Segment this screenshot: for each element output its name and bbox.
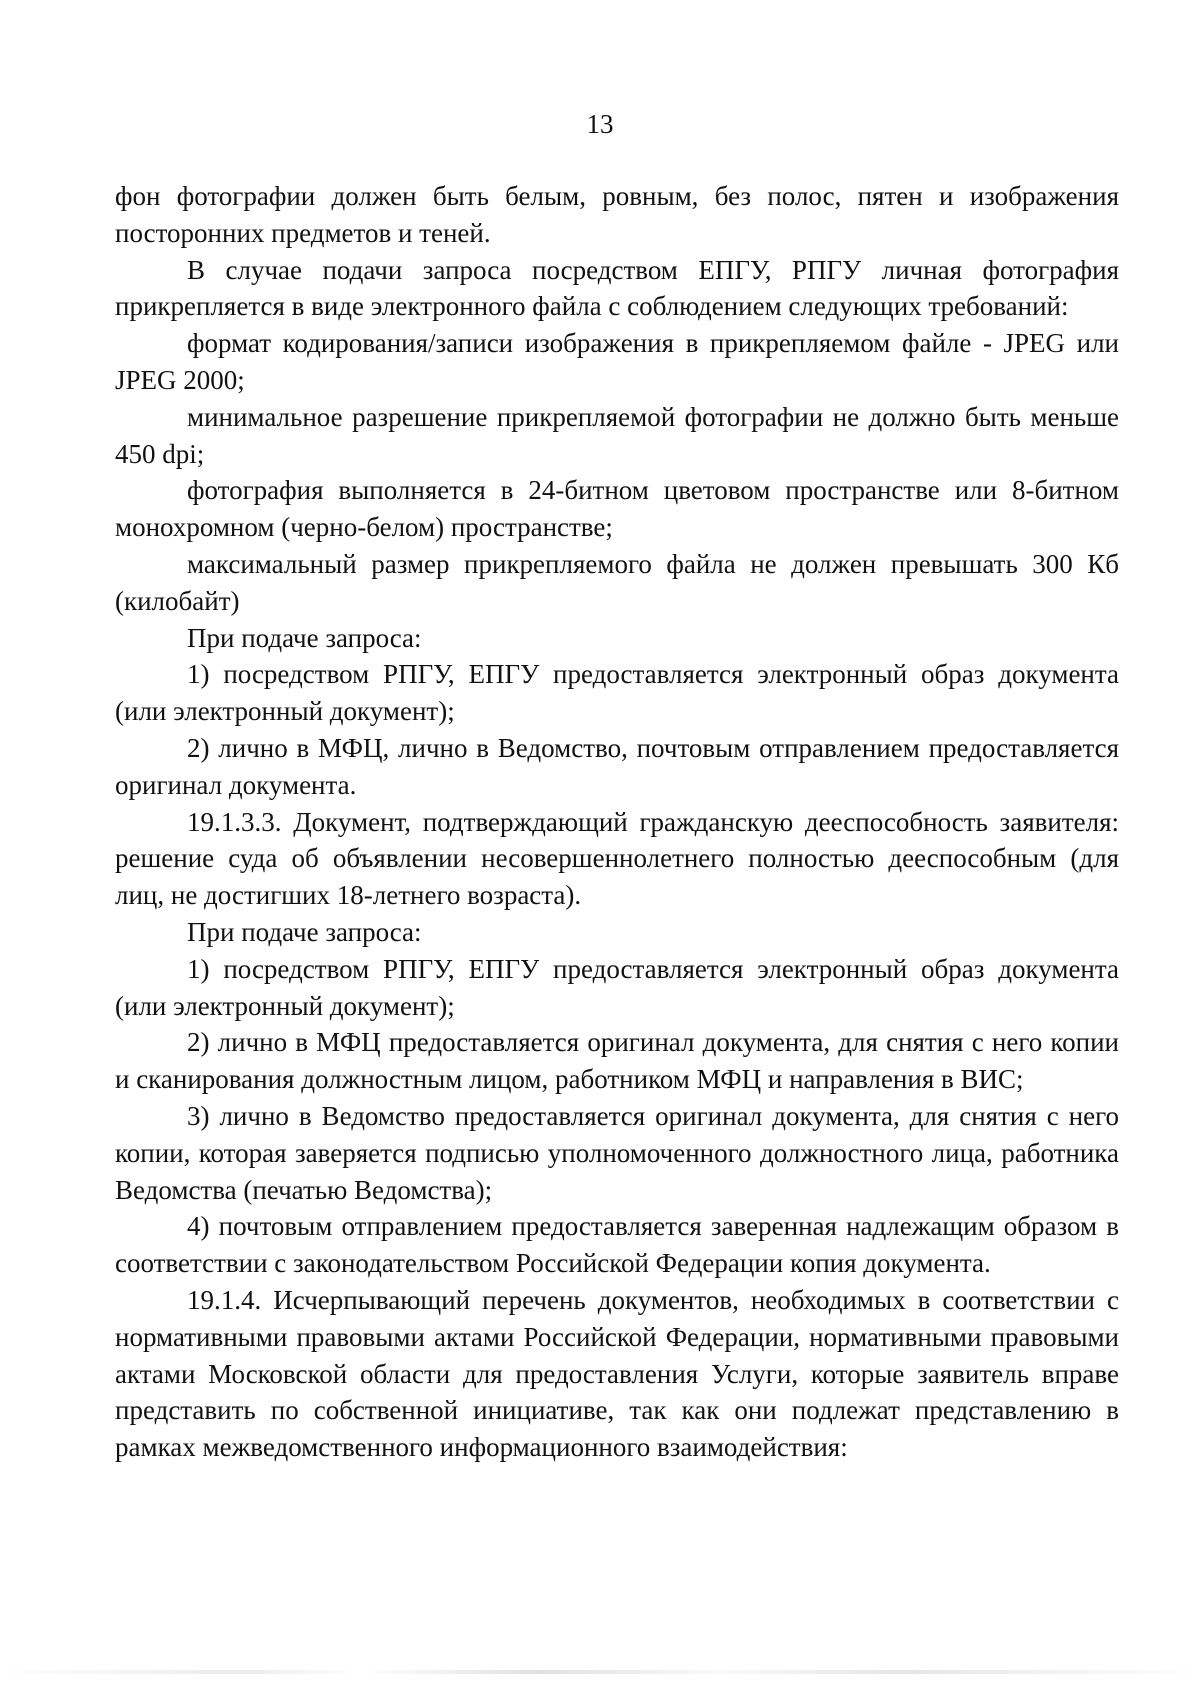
- paragraph: При подаче запроса:: [187, 916, 422, 947]
- paragraph: 19.1.3.3. Документ, подтверждающий гражданскую дееспособность заявителя: решение суда об объявлении несовершеннолетнего полностью дееспособным (для лиц, не достигших 18-летнего возраста).: [115, 806, 1119, 911]
- paragraph: 2) лично в МФЦ предоставляется оригинал документа, для снятия с него копии и сканирования должностным лицом, работником МФЦ и направления в ВИС;: [115, 1027, 1119, 1095]
- paragraph: 2) лично в МФЦ, лично в Ведомство, почтовым отправлением предоставляется оригинал документа.: [115, 732, 1119, 800]
- paragraph: фон фотографии должен быть белым, ровным, без полос, пятен и изображения посторонних предметов и теней.: [115, 181, 1119, 248]
- paragraph: формат кодирования/записи изображения в прикрепляемом файле - JPEG или JPEG 2000;: [115, 328, 1119, 395]
- paragraph: 19.1.4. Исчерпывающий перечень документов, необходимых в соответствии с нормативными правовыми актами Российской Федерации, нормативными правовыми актами Московской области для предоставления Услуги, которые заявитель вправе представить по собственной инициативе, так как они подлежат представлению в рамках межведомственного информационного взаимодействия:: [115, 1284, 1119, 1463]
- paragraph: 1) посредством РПГУ, ЕПГУ предоставляется электронный образ документа (или электронный документ);: [115, 659, 1119, 727]
- paragraph: 1) посредством РПГУ, ЕПГУ предоставляется электронный образ документа (или электронный документ);: [115, 953, 1119, 1021]
- document-body: [115, 178, 1119, 1466]
- page-number: 13: [586, 109, 614, 139]
- paragraph: 4) почтовым отправлением предоставляется заверенная надлежащим образом в соответствии с законодательством Российской Федерации копия документа.: [115, 1211, 1119, 1279]
- scan-edge-artifact: [0, 1670, 1200, 1674]
- paragraph: 3) лично в Ведомство предоставляется оригинал документа, для снятия с него копии, которая заверяется подписью уполномоченного должностного лица, работника Ведомства (печатью Ведомства);: [115, 1100, 1119, 1205]
- paragraph: В случае подачи запроса посредством ЕПГУ, РПГУ личная фотография прикрепляется в виде электронного файла с соблюдением следующих требований:: [115, 254, 1119, 322]
- paragraph: максимальный размер прикрепляемого файла не должен превышать 300 Кб (килобайт): [115, 548, 1119, 616]
- paragraph: минимальное разрешение прикрепляемой фотографии не должно быть меньше 450 dpi;: [115, 401, 1119, 469]
- paragraph: фотография выполняется в 24-битном цветовом пространстве или 8-битном монохромном (черно-белом) пространстве;: [115, 475, 1119, 543]
- paragraph: При подаче запроса:: [187, 622, 422, 653]
